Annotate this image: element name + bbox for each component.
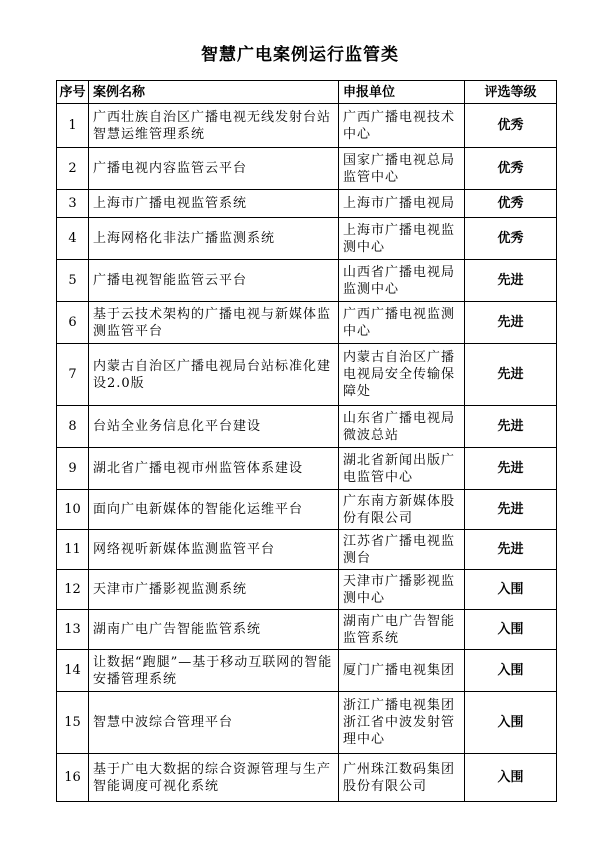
table-row — [57, 190, 557, 218]
table-row — [57, 344, 557, 406]
cell-grade: 先进 — [465, 344, 557, 406]
cell-grade: 入围 — [465, 754, 557, 802]
cell-unit: 上海市广播电视局 — [339, 190, 465, 218]
cell-unit: 上海市广播电视监测中心 — [339, 218, 465, 260]
cell-no: 7 — [57, 344, 89, 406]
table-row — [57, 260, 557, 302]
cell-unit: 广东南方新媒体股份有限公司 — [339, 490, 465, 530]
table-row — [57, 302, 557, 344]
table-row — [57, 406, 557, 448]
cell-grade: 先进 — [465, 530, 557, 570]
cell-case-name: 广播电视智能监管云平台 — [89, 260, 339, 302]
cell-grade: 优秀 — [465, 218, 557, 260]
cell-unit: 山西省广播电视局监测中心 — [339, 260, 465, 302]
cell-unit: 浙江广播电视集团浙江省中波发射管理中心 — [339, 692, 465, 754]
cell-no: 9 — [57, 448, 89, 490]
cell-case-name: 网络视听新媒体监测监管平台 — [89, 530, 339, 570]
cell-unit: 广西广播电视技术中心 — [339, 104, 465, 148]
header-no: 序号 — [57, 81, 89, 104]
cell-unit: 广西广播电视监测中心 — [339, 302, 465, 344]
cell-unit: 广州珠江数码集团股份有限公司 — [339, 754, 465, 802]
table-row — [57, 104, 557, 148]
cell-unit: 山东省广播电视局微波总站 — [339, 406, 465, 448]
cell-grade: 先进 — [465, 406, 557, 448]
table-header-row — [57, 81, 557, 104]
cell-case-name: 面向广电新媒体的智能化运维平台 — [89, 490, 339, 530]
cell-grade: 先进 — [465, 260, 557, 302]
cell-no: 1 — [57, 104, 89, 148]
cell-grade: 优秀 — [465, 104, 557, 148]
cell-case-name: 广西壮族自治区广播电视无线发射台站智慧运维管理系统 — [89, 104, 339, 148]
cell-case-name: 智慧中波综合管理平台 — [89, 692, 339, 754]
table-row — [57, 610, 557, 650]
cases-table — [56, 80, 557, 802]
cell-no: 15 — [57, 692, 89, 754]
cell-case-name: 基于云技术架构的广播电视与新媒体监测监管平台 — [89, 302, 339, 344]
cell-case-name: 上海网格化非法广播监测系统 — [89, 218, 339, 260]
cell-no: 11 — [57, 530, 89, 570]
cell-case-name: 内蒙古自治区广播电视局台站标准化建设2.0版 — [89, 344, 339, 406]
cell-no: 3 — [57, 190, 89, 218]
cell-grade: 入围 — [465, 570, 557, 610]
cell-grade: 先进 — [465, 448, 557, 490]
table-row — [57, 650, 557, 692]
cell-case-name: 天津市广播影视监测系统 — [89, 570, 339, 610]
cell-no: 5 — [57, 260, 89, 302]
cell-grade: 先进 — [465, 302, 557, 344]
cell-case-name: 上海市广播电视监管系统 — [89, 190, 339, 218]
cell-unit: 厦门广播电视集团 — [339, 650, 465, 692]
table-row — [57, 754, 557, 802]
cell-no: 12 — [57, 570, 89, 610]
table-row — [57, 692, 557, 754]
cell-no: 6 — [57, 302, 89, 344]
cell-grade: 入围 — [465, 692, 557, 754]
header-grade: 评选等级 — [465, 81, 557, 104]
table-row — [57, 148, 557, 190]
cell-no: 13 — [57, 610, 89, 650]
cell-case-name: 基于广电大数据的综合资源管理与生产智能调度可视化系统 — [89, 754, 339, 802]
cell-case-name: 广播电视内容监管云平台 — [89, 148, 339, 190]
table-row — [57, 490, 557, 530]
cell-no: 14 — [57, 650, 89, 692]
table-row — [57, 570, 557, 610]
cell-grade: 优秀 — [465, 190, 557, 218]
page-title: 智慧广电案例运行监管类 — [201, 45, 399, 65]
cell-case-name: 台站全业务信息化平台建设 — [89, 406, 339, 448]
cell-unit: 江苏省广播电视监测台 — [339, 530, 465, 570]
table-row — [57, 218, 557, 260]
cell-grade: 先进 — [465, 490, 557, 530]
cell-grade: 入围 — [465, 610, 557, 650]
cell-case-name: 让数据“跑腿”—基于移动互联网的智能安播管理系统 — [89, 650, 339, 692]
cell-unit: 天津市广播影视监测中心 — [339, 570, 465, 610]
cell-case-name: 湖北省广播电视市州监管体系建设 — [89, 448, 339, 490]
cell-case-name: 湖南广电广告智能监管系统 — [89, 610, 339, 650]
cell-no: 4 — [57, 218, 89, 260]
cell-unit: 湖北省新闻出版广电监管中心 — [339, 448, 465, 490]
cell-no: 2 — [57, 148, 89, 190]
cell-unit: 内蒙古自治区广播电视局安全传输保障处 — [339, 344, 465, 406]
cell-grade: 入围 — [465, 650, 557, 692]
cell-no: 16 — [57, 754, 89, 802]
cell-grade: 优秀 — [465, 148, 557, 190]
table-row — [57, 448, 557, 490]
cell-unit: 湖南广电广告智能监管系统 — [339, 610, 465, 650]
header-name: 案例名称 — [89, 81, 339, 104]
table-row — [57, 530, 557, 570]
cell-no: 10 — [57, 490, 89, 530]
cell-no: 8 — [57, 406, 89, 448]
header-unit: 申报单位 — [339, 81, 465, 104]
cell-unit: 国家广播电视总局监管中心 — [339, 148, 465, 190]
